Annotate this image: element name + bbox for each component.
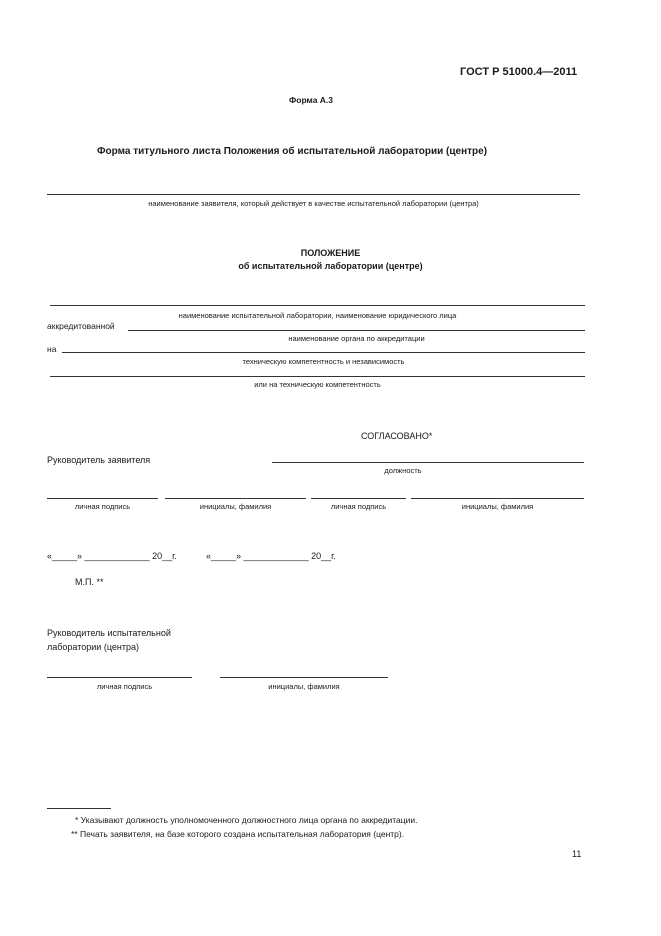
on-label: на <box>47 344 57 354</box>
applicant-initials-caption: инициалы, фамилия <box>199 502 272 511</box>
date-field-agreed[interactable]: «_____» _____________ 20__г. <box>206 551 336 561</box>
lab-head-signature-caption: личная подпись <box>96 682 153 691</box>
footnote-1: * Указывают должность уполномоченного должностного лица органа по аккредитации. <box>75 815 418 825</box>
applicant-name-line[interactable] <box>47 194 580 195</box>
agreed-signature-line[interactable] <box>311 498 406 499</box>
competence-line[interactable] <box>62 352 585 353</box>
lab-name-line[interactable] <box>50 305 585 306</box>
page-title: Форма титульного листа Положения об испытательной лаборатории (центре) <box>97 146 488 157</box>
applicant-signature-line[interactable] <box>47 498 158 499</box>
accreditation-body-caption: наименование органа по аккредитации <box>288 334 425 343</box>
form-label: Форма А.3 <box>289 95 334 105</box>
competence-caption: техническую компетентность и независимость <box>242 357 405 366</box>
lab-head-signature-line[interactable] <box>47 677 192 678</box>
applicant-signature-caption: личная подпись <box>74 502 131 511</box>
agreed-label: СОГЛАСОВАНО* <box>361 431 433 441</box>
accredited-label: аккредитованной <box>47 321 115 331</box>
lab-head-initials-caption: инициалы, фамилия <box>268 682 340 691</box>
competence-alt-line[interactable] <box>50 376 585 377</box>
applicant-initials-line[interactable] <box>165 498 306 499</box>
lab-head-label-line2: лаборатории (центра) <box>47 642 139 652</box>
standard-number: ГОСТ Р 51000.4—2011 <box>460 66 578 78</box>
head-applicant-label: Руководитель заявителя <box>47 455 151 465</box>
footnote-separator <box>47 808 111 809</box>
date-field-applicant[interactable]: «_____» _____________ 20__г. <box>47 551 177 561</box>
agreed-initials-caption: инициалы, фамилия <box>461 502 534 511</box>
regulation-title: ПОЛОЖЕНИЕ <box>300 248 361 258</box>
competence-alt-caption: или на техническую компетентность <box>254 380 381 389</box>
applicant-name-caption: наименование заявителя, который действует в качестве испытательной лаборатории (центра) <box>148 199 479 208</box>
stamp-label: М.П. ** <box>75 577 104 587</box>
lab-head-initials-line[interactable] <box>220 677 388 678</box>
accreditation-body-line[interactable] <box>128 330 585 331</box>
regulation-subtitle: об испытательной лаборатории (центре) <box>238 261 423 271</box>
footnote-2: ** Печать заявителя, на базе которого создана испытательная лаборатория (центр). <box>71 829 405 839</box>
page-number: 11 <box>572 849 582 859</box>
agreed-signature-caption: личная подпись <box>330 502 387 511</box>
position-caption: должность <box>384 466 422 475</box>
lab-head-label-line1: Руководитель испытательной <box>47 628 171 638</box>
lab-name-caption: наименование испытательной лаборатории, наименование юридического лица <box>178 311 457 320</box>
agreed-initials-line[interactable] <box>411 498 584 499</box>
position-line[interactable] <box>272 462 584 463</box>
